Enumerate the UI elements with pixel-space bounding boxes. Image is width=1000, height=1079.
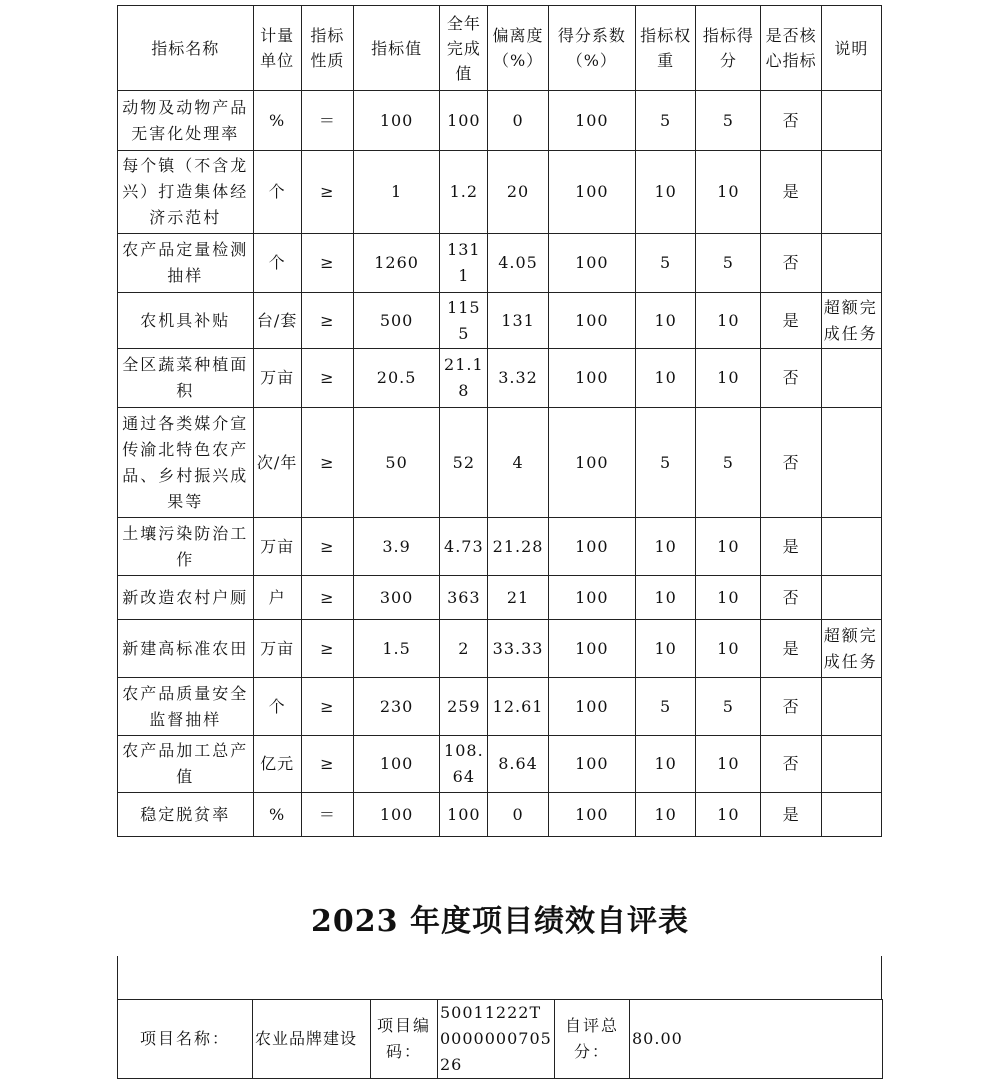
actual-cell: 21.18 <box>440 349 488 408</box>
target-cell: 1260 <box>353 234 439 293</box>
indicator-name-cell: 全区蔬菜种植面积 <box>118 349 254 408</box>
unit-cell: 亿元 <box>253 736 301 793</box>
target-cell: 1 <box>353 151 439 234</box>
table-row <box>118 91 882 151</box>
weight-cell: 10 <box>636 736 696 793</box>
deviation-cell: 4 <box>488 408 548 518</box>
target-cell: 100 <box>353 793 439 837</box>
score-cell: 10 <box>696 620 761 678</box>
target-cell: 50 <box>353 408 439 518</box>
unit-cell: 台/套 <box>253 293 301 349</box>
table-row <box>118 793 882 837</box>
score-cell: 10 <box>696 736 761 793</box>
score-cell: 5 <box>696 234 761 293</box>
target-cell: 300 <box>353 576 439 620</box>
self-score-label: 自评总分： <box>555 1000 630 1079</box>
note-cell <box>821 518 881 576</box>
target-cell: 100 <box>353 91 439 151</box>
indicator-name-cell: 动物及动物产品无害化处理率 <box>118 91 254 151</box>
header-cell: 指标得分 <box>696 6 761 91</box>
actual-cell: 1155 <box>440 293 488 349</box>
actual-cell: 2 <box>440 620 488 678</box>
target-cell: 230 <box>353 678 439 736</box>
deviation-cell: 4.05 <box>488 234 548 293</box>
indicator-name-cell: 土壤污染防治工作 <box>118 518 254 576</box>
header-cell: 得分系数（%） <box>548 6 635 91</box>
header-cell: 说明 <box>821 6 881 91</box>
weight-cell: 10 <box>636 518 696 576</box>
note-cell <box>821 736 881 793</box>
target-cell: 1.5 <box>353 620 439 678</box>
nature-cell: ≥ <box>301 151 353 234</box>
nature-cell: ＝ <box>301 793 353 837</box>
score-cell: 10 <box>696 293 761 349</box>
score-cell: 10 <box>696 793 761 837</box>
deviation-cell: 20 <box>488 151 548 234</box>
note-cell: 超额完成任务 <box>821 293 881 349</box>
deviation-cell: 33.33 <box>488 620 548 678</box>
deviation-cell: 8.64 <box>488 736 548 793</box>
weight-cell: 5 <box>636 91 696 151</box>
actual-cell: 52 <box>440 408 488 518</box>
header-cell: 全年完成值 <box>440 6 488 91</box>
weight-cell: 10 <box>636 620 696 678</box>
score-cell: 10 <box>696 518 761 576</box>
note-cell <box>821 678 881 736</box>
unit-cell: % <box>253 91 301 151</box>
unit-cell: 个 <box>253 234 301 293</box>
actual-cell: 1311 <box>440 234 488 293</box>
header-cell: 计量单位 <box>253 6 301 91</box>
note-cell <box>821 408 881 518</box>
deviation-cell: 0 <box>488 91 548 151</box>
core-indicator-cell: 是 <box>761 293 821 349</box>
coefficient-cell: 100 <box>548 620 635 678</box>
indicator-name-cell: 新改造农村户厕 <box>118 576 254 620</box>
weight-cell: 10 <box>636 576 696 620</box>
note-cell <box>821 91 881 151</box>
project-info-row <box>118 1000 883 1079</box>
coefficient-cell: 100 <box>548 234 635 293</box>
unit-cell: % <box>253 793 301 837</box>
weight-cell: 10 <box>636 151 696 234</box>
note-cell <box>821 151 881 234</box>
nature-cell: ≥ <box>301 293 353 349</box>
weight-cell: 5 <box>636 678 696 736</box>
unit-cell: 次/年 <box>253 408 301 518</box>
nature-cell: ≥ <box>301 408 353 518</box>
indicator-name-cell: 稳定脱贫率 <box>118 793 254 837</box>
unit-cell: 个 <box>253 678 301 736</box>
score-cell: 5 <box>696 91 761 151</box>
target-cell: 20.5 <box>353 349 439 408</box>
unit-cell: 户 <box>253 576 301 620</box>
score-cell: 10 <box>696 576 761 620</box>
coefficient-cell: 100 <box>548 576 635 620</box>
score-cell: 10 <box>696 349 761 408</box>
core-indicator-cell: 否 <box>761 576 821 620</box>
note-cell: 超额完成任务 <box>821 620 881 678</box>
indicator-name-cell: 农机具补贴 <box>118 293 254 349</box>
header-cell: 指标名称 <box>118 6 254 91</box>
project-code-value: 50011222T000000070526 <box>438 1000 555 1079</box>
coefficient-cell: 100 <box>548 678 635 736</box>
indicator-name-cell: 农产品加工总产值 <box>118 736 254 793</box>
table-row <box>118 518 882 576</box>
note-cell <box>821 234 881 293</box>
unit-cell: 万亩 <box>253 518 301 576</box>
core-indicator-cell: 否 <box>761 408 821 518</box>
coefficient-cell: 100 <box>548 293 635 349</box>
project-name-label: 项目名称： <box>118 1000 253 1079</box>
self-score-value: 80.00 <box>630 1000 883 1079</box>
deviation-cell: 0 <box>488 793 548 837</box>
target-cell: 100 <box>353 736 439 793</box>
weight-cell: 10 <box>636 293 696 349</box>
nature-cell: ≥ <box>301 620 353 678</box>
table-row <box>118 678 882 736</box>
weight-cell: 5 <box>636 408 696 518</box>
actual-cell: 259 <box>440 678 488 736</box>
nature-cell: ≥ <box>301 678 353 736</box>
nature-cell: ≥ <box>301 518 353 576</box>
coefficient-cell: 100 <box>548 91 635 151</box>
score-cell: 5 <box>696 408 761 518</box>
header-cell: 指标性质 <box>301 6 353 91</box>
target-cell: 500 <box>353 293 439 349</box>
coefficient-cell: 100 <box>548 151 635 234</box>
core-indicator-cell: 否 <box>761 678 821 736</box>
header-cell: 偏离度（%） <box>488 6 548 91</box>
actual-cell: 4.73 <box>440 518 488 576</box>
actual-cell: 363 <box>440 576 488 620</box>
actual-cell: 108.64 <box>440 736 488 793</box>
nature-cell: ≥ <box>301 234 353 293</box>
table-row <box>118 349 882 408</box>
note-cell <box>821 793 881 837</box>
coefficient-cell: 100 <box>548 349 635 408</box>
core-indicator-cell: 是 <box>761 518 821 576</box>
deviation-cell: 131 <box>488 293 548 349</box>
header-cell: 指标值 <box>353 6 439 91</box>
weight-cell: 10 <box>636 349 696 408</box>
nature-cell: ≥ <box>301 349 353 408</box>
core-indicator-cell: 否 <box>761 349 821 408</box>
unit-cell: 个 <box>253 151 301 234</box>
table-row <box>118 576 882 620</box>
nature-cell: ≥ <box>301 736 353 793</box>
coefficient-cell: 100 <box>548 736 635 793</box>
indicator-name-cell: 农产品质量安全监督抽样 <box>118 678 254 736</box>
actual-cell: 100 <box>440 91 488 151</box>
core-indicator-cell: 否 <box>761 234 821 293</box>
coefficient-cell: 100 <box>548 408 635 518</box>
header-cell: 指标权重 <box>636 6 696 91</box>
deviation-cell: 12.61 <box>488 678 548 736</box>
target-cell: 3.9 <box>353 518 439 576</box>
weight-cell: 5 <box>636 234 696 293</box>
project-code-label: 项目编码： <box>371 1000 438 1079</box>
header-cell: 是否核心指标 <box>761 6 821 91</box>
table-row <box>118 408 882 518</box>
core-indicator-cell: 否 <box>761 736 821 793</box>
actual-cell: 100 <box>440 793 488 837</box>
weight-cell: 10 <box>636 793 696 837</box>
score-cell: 5 <box>696 678 761 736</box>
score-cell: 10 <box>696 151 761 234</box>
table-row <box>118 151 882 234</box>
core-indicator-cell: 是 <box>761 620 821 678</box>
unit-cell: 万亩 <box>253 349 301 408</box>
nature-cell: ＝ <box>301 91 353 151</box>
deviation-cell: 21 <box>488 576 548 620</box>
deviation-cell: 21.28 <box>488 518 548 576</box>
coefficient-cell: 100 <box>548 518 635 576</box>
table-row <box>118 620 882 678</box>
core-indicator-cell: 否 <box>761 91 821 151</box>
table-row <box>118 736 882 793</box>
core-indicator-cell: 是 <box>761 793 821 837</box>
performance-indicator-table <box>117 5 882 837</box>
coefficient-cell: 100 <box>548 793 635 837</box>
table-header-row <box>118 6 882 91</box>
unit-cell: 万亩 <box>253 620 301 678</box>
nature-cell: ≥ <box>301 576 353 620</box>
table-left-border <box>117 956 118 1000</box>
form-title: 2023 年度项目绩效自评表 <box>311 904 689 939</box>
indicator-name-cell: 每个镇（不含龙兴）打造集体经济示范村 <box>118 151 254 234</box>
note-cell <box>821 349 881 408</box>
indicator-name-cell: 农产品定量检测抽样 <box>118 234 254 293</box>
indicator-name-cell: 通过各类媒介宣传渝北特色农产品、乡村振兴成果等 <box>118 408 254 518</box>
core-indicator-cell: 是 <box>761 151 821 234</box>
project-info-table <box>117 999 883 1079</box>
table-row <box>118 293 882 349</box>
deviation-cell: 3.32 <box>488 349 548 408</box>
table-row <box>118 234 882 293</box>
indicator-name-cell: 新建高标准农田 <box>118 620 254 678</box>
table-right-border <box>881 956 882 1000</box>
actual-cell: 1.2 <box>440 151 488 234</box>
note-cell <box>821 576 881 620</box>
project-name-value: 农业品牌建设 <box>253 1000 371 1079</box>
